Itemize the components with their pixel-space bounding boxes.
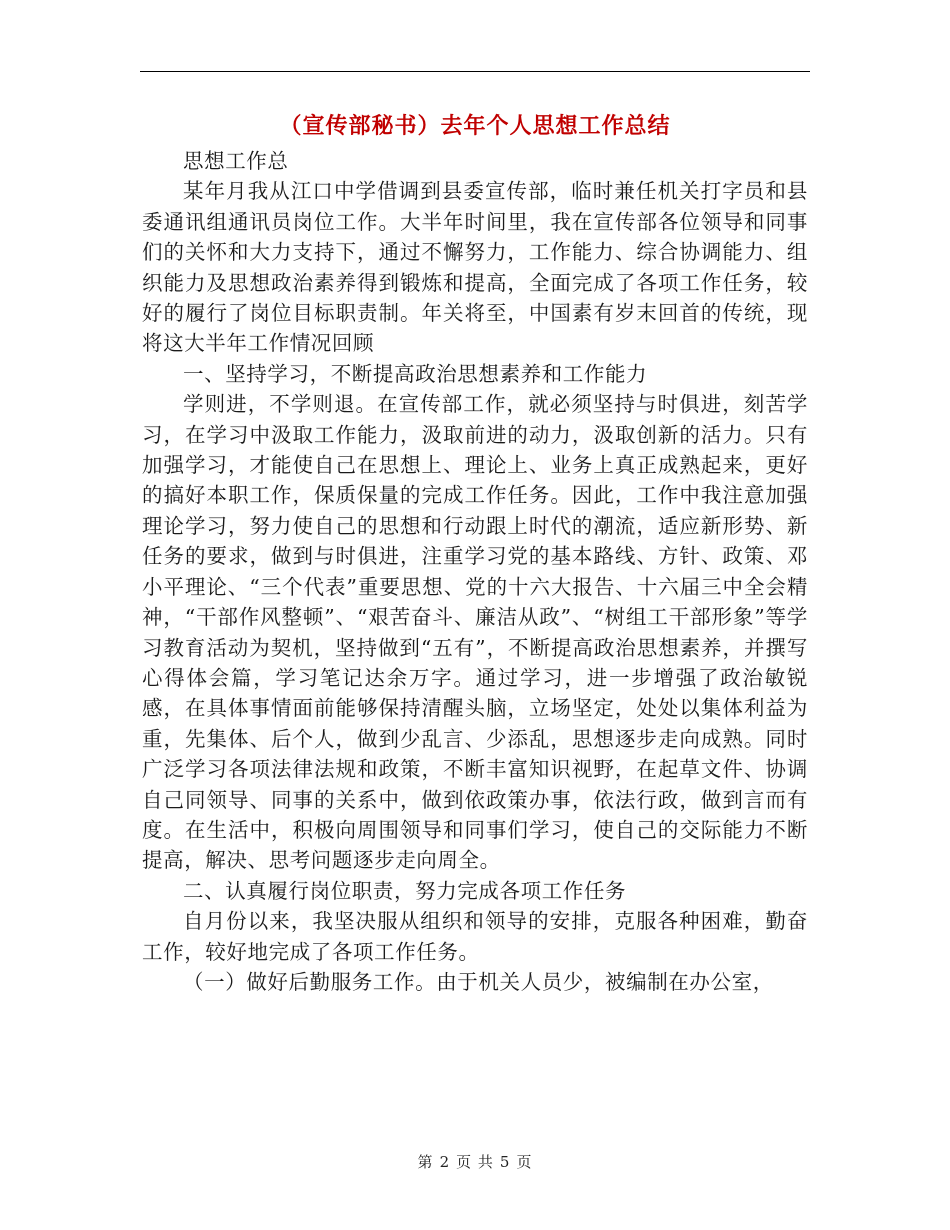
paragraph: 某年月我从江口中学借调到县委宣传部，临时兼任机关打字员和县委通讯组通讯员岗位工作。大半年时间里，我在宣传部各位领导和同事们的关怀和大力支持下，通过不懈努力，工作能力、综合协调能力、组织能力及思想政治素养得到锻炼和提高，全面完成了各项工作任务，较好的履行了岗位目标职责制。年关将至，中国素有岁末回首的传统，现将这大半年工作情况回顾 [142,179,808,356]
footer-current-page: 2 [439,1153,451,1171]
page-footer [0,1151,950,1172]
page-title: （宣传部秘书）去年个人思想工作总结 [279,113,671,139]
section-heading: 二、认真履行岗位职责，努力完成各项工作任务 [183,878,627,903]
paragraph: （一）做好后勤服务工作。由于机关人员少，被编制在办公室， [183,969,774,994]
footer-total-pages: 5 [499,1153,511,1171]
paragraph: 自月份以来，我坚决服从组织和领导的安排，克服各种困难，勤奋工作，较好地完成了各项工作任务。 [142,909,808,964]
section-heading: 一、坚持学习，不断提高政治思想素养和工作能力 [183,361,648,386]
header-rule [140,71,810,72]
document-body [142,146,808,997]
paragraph: 学则进，不学则退。在宣传部工作，就必须坚持与时俱进，刻苦学习，在学习中汲取工作能力，汲取前进的动力，汲取创新的活力。只有加强学习，才能使自己在思想上、理论上、业务上真正成熟起来，更好的搞好本职工作，保质保量的完成工作任务。因此，工作中我注意加强理论学习，努力使自己的思想和行动跟上时代的潮流，适应新形势、新任务的要求，做到与时俱进，注重学习党的基本路线、方针、政策、邓小平理论、“三个代表”重要思想、党的十六大报告、十六届三中全会精神，“干部作风整顿”、“艰苦奋斗、廉洁从政”、“树组工干部形象”等学习教育活动为契机，坚持做到“五有”，不断提高政治思想素养，并撰写心得体会篇，学习笔记达余万字。通过学习，进一步增强了政治敏锐感，在具体事情面前能够保持清醒头脑，立场坚定，处处以集体利益为重，先集体、后个人，做到少乱言、少添乱，思想逐步走向成熟。同时广泛学习各项法律法规和政策，不断丰富知识视野，在起草文件、协调自己同领导、同事的关系中，做到依政策办事，依法行政，做到言而有度。在生活中，积极向周围领导和同事们学习，使自己的交际能力不断提高，解决、思考问题逐步走向周全。 [142,392,808,873]
footer-suffix: 页 [516,1153,533,1171]
footer-prefix: 第 [417,1153,434,1171]
footer-middle: 页 共 [456,1153,494,1171]
paragraph: 思想工作总 [183,149,289,173]
